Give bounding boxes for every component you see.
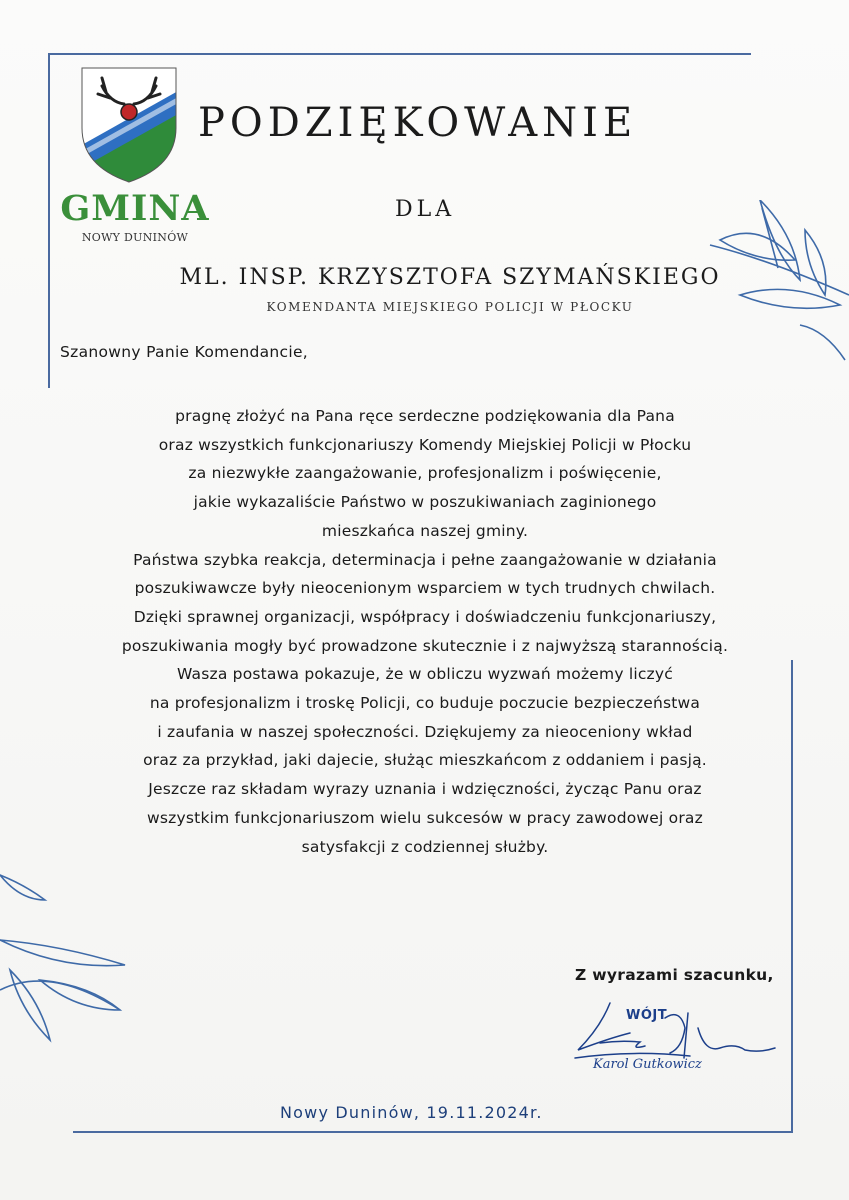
recipient-name: ML. INSP. KRZYSZTOFA SZYMAŃSKIEGO xyxy=(179,265,721,290)
frame-line-bottom xyxy=(73,1131,793,1133)
body-line: za niezwykłe zaangażowanie, profesjonalizm i poświęcenie, xyxy=(188,464,662,483)
body-line: Dzięki sprawnej organizacji, współpracy i doświadczeniu funkcjonariuszy, xyxy=(133,607,717,626)
body-line: mieszkańca naszej gminy. xyxy=(321,521,529,540)
body-line: i zaufania w naszej społeczności. Dziękujemy za nieoceniony wkład xyxy=(157,722,693,741)
closing-phrase: Z wyrazami szacunku, xyxy=(575,966,774,984)
signatory-name: Karol Gutkowicz xyxy=(593,1057,702,1072)
body-line: jakie wykazaliście Państwo w poszukiwaniach zaginionego xyxy=(193,493,657,512)
body-line: oraz wszystkich funkcjonariuszy Komendy Miejskiej Policji w Płocku xyxy=(158,435,692,454)
body-line: poszukiwawcze były nieocenionym wsparciem w tych trudnych chwilach. xyxy=(134,579,716,598)
body-line: oraz za przykład, jaki dajecie, służąc mieszkańcom z oddaniem i pasją. xyxy=(143,751,707,770)
leaf-branch-left-icon xyxy=(0,870,140,1050)
frame-line-top xyxy=(48,53,751,55)
body-line: satysfakcji z codziennej służby. xyxy=(301,837,549,856)
body-line: Jeszcze raz składam wyrazy uznania i wdzięczności, życząc Panu oraz xyxy=(148,780,702,799)
body-line: na profesjonalizm i troskę Policji, co buduje poczucie bezpieczeństwa xyxy=(149,694,701,713)
frame-line-left xyxy=(48,53,50,388)
signatory-title: WÓJT xyxy=(626,1008,668,1023)
place-and-date: Nowy Duninów, 19.11.2024r. xyxy=(280,1103,543,1122)
logo-name: GMINA xyxy=(60,188,210,229)
coat-of-arms-icon xyxy=(80,66,178,184)
body-line: pragnę złożyć na Pana ręce serdeczne podziękowania dla Pana xyxy=(175,407,675,425)
dla-label: DLA xyxy=(395,197,456,222)
salutation: Szanowny Panie Komendancie, xyxy=(60,343,309,361)
body-line: wszystkim funkcjonariuszom wielu sukcesów w pracy zawodowej oraz xyxy=(147,808,703,827)
document-title: PODZIĘKOWANIE xyxy=(198,100,638,146)
recipient-role: KOMENDANTA MIEJSKIEGO POLICJI W PŁOCKU xyxy=(266,300,634,314)
body-line: Wasza postawa pokazuje, że w obliczu wyzwań możemy liczyć xyxy=(176,665,673,684)
letter-body xyxy=(45,402,805,861)
gmina-logo xyxy=(60,60,210,250)
logo-subtitle: NOWY DUNINÓW xyxy=(81,231,189,244)
body-line: Państwa szybka reakcja, determinacja i pełne zaangażowanie w działania xyxy=(133,550,717,569)
body-line: poszukiwania mogły być prowadzone skutecznie i z najwyższą starannością. xyxy=(121,636,729,655)
